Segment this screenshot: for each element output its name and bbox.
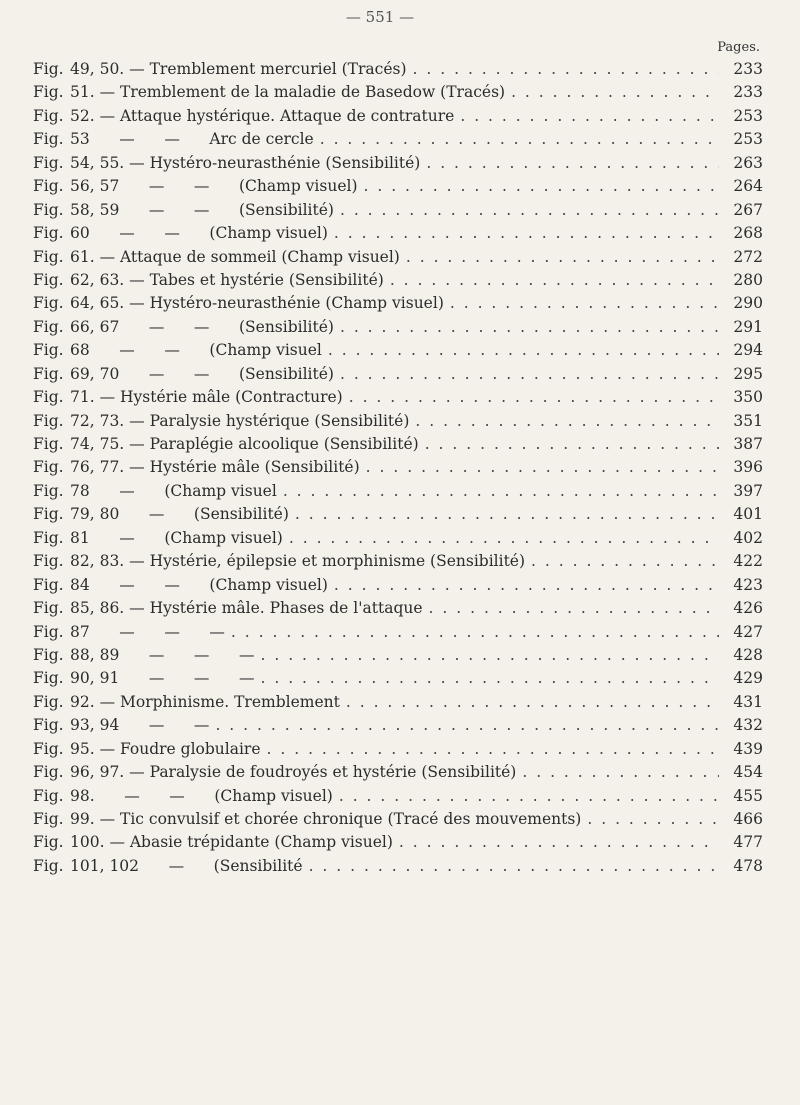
dot-leader [346,691,719,714]
toc-entry [33,527,763,550]
toc-entry [33,855,763,878]
page-reference: 351 [733,411,763,430]
entry-title: 79, 80 — (Sensibilité) [70,505,289,524]
entry-title: 64, 65. — Hystéro-neurasthénie (Champ visuel) [70,294,444,313]
fig-label: Fig. [33,599,64,618]
page-reference: 233 [733,83,763,102]
toc-entry [33,667,763,690]
toc-entry [33,363,763,386]
page-reference: 431 [733,692,763,711]
fig-label: Fig. [33,575,64,594]
dot-leader [309,855,719,878]
fig-label: Fig. [33,247,64,266]
toc-entry [33,574,763,597]
toc-entry [33,761,763,784]
fig-label: Fig. [33,552,64,571]
dot-leader [364,175,720,198]
dot-leader [349,386,719,409]
fig-label: Fig. [33,317,64,336]
fig-label: Fig. [33,481,64,500]
page-reference: 263 [733,153,763,172]
toc-entry [33,691,763,714]
toc-entry [33,222,763,245]
dot-leader [283,480,719,503]
page-reference: 268 [733,224,763,243]
page-reference: 280 [733,270,763,289]
page-reference: 396 [733,458,763,477]
entry-title: 96, 97. — Paralysie de foudroyés et hystérie (Sensibilité) [70,763,517,782]
page-reference: 455 [733,786,763,805]
dot-leader [261,644,720,667]
toc-entry [33,480,763,503]
fig-label: Fig. [33,833,64,852]
page-reference: 423 [733,575,763,594]
fig-label: Fig. [33,669,64,688]
dot-leader [267,738,719,761]
page-reference: 422 [733,552,763,571]
entry-title: 74, 75. — Paraplégie alcoolique (Sensibilité) [70,435,419,453]
dot-leader [399,831,719,854]
toc-entry [33,246,763,269]
dot-leader [261,667,720,690]
entry-title: 99. — Tic convulsif et chorée chronique (Tracé des mouvements) [70,810,582,828]
entry-title: 53 — — Arc de cercle [70,130,314,149]
entry-title: 68 — — (Champ visuel [70,341,322,360]
dot-leader [429,597,719,620]
page-reference: 264 [733,177,763,196]
fig-label: Fig. [33,106,64,125]
dot-leader [406,246,719,269]
toc-entry [33,503,763,526]
page-reference: 294 [733,341,763,360]
entry-title: 101, 102 — (Sensibilité [70,856,303,875]
fig-label: Fig. [33,177,64,196]
entry-title: 92. — Morphinisme. Tremblement [70,692,340,711]
page-reference: 295 [733,364,763,383]
toc-entry [33,339,763,362]
page-reference: 477 [733,833,763,852]
fig-label: Fig. [33,200,64,219]
fig-label: Fig. [33,739,64,758]
toc-entry [33,456,763,479]
fig-label: Fig. [33,810,64,828]
dot-leader [366,456,719,479]
page-reference: 290 [733,294,763,313]
dot-leader [460,105,719,128]
entry-title: 78 — (Champ visuel [70,481,277,500]
toc-entry [33,58,763,81]
fig-label: Fig. [33,505,64,524]
page-reference: 387 [733,435,763,453]
page-reference: 291 [733,317,763,336]
entry-title: 54, 55. — Hystéro-neurasthénie (Sensibilité) [70,153,421,172]
entry-title: 72, 73. — Paralysie hystérique (Sensibilité) [70,411,410,430]
entry-title: 100. — Abasie trépidante (Champ visuel) [70,833,393,852]
page-reference: 428 [733,645,763,664]
entry-title: 62, 63. — Tabes et hystérie (Sensibilité) [70,270,384,289]
page-reference: 478 [733,856,763,875]
toc-entry [33,199,763,222]
fig-label: Fig. [33,294,64,313]
entry-title: 93, 94 — — [70,716,210,735]
toc-entry [33,644,763,667]
fig-label: Fig. [33,364,64,383]
entry-title: 66, 67 — — (Sensibilité) [70,317,334,336]
dot-leader [450,292,719,315]
fig-label: Fig. [33,786,64,805]
fig-label: Fig. [33,83,64,102]
entry-title: 98. — — (Champ visuel) [70,786,333,805]
entry-title: 51. — Tremblement de la maladie de Basedow (Tracés) [70,83,506,102]
dot-leader [339,785,719,808]
toc-entry [33,433,763,456]
entry-title: 87 — — — [70,622,225,641]
entry-title: 90, 91 — — — [70,669,255,688]
entry-title: 76, 77. — Hystérie mâle (Sensibilité) [70,458,360,477]
fig-label: Fig. [33,270,64,289]
page-reference: 397 [733,481,763,500]
toc-entry [33,738,763,761]
page-reference: 454 [733,763,763,782]
fig-label: Fig. [33,528,64,547]
dot-leader [587,808,719,831]
toc-entry [33,785,763,808]
toc-entry [33,269,763,292]
dot-leader [231,621,719,644]
toc-entry [33,597,763,620]
fig-label: Fig. [33,153,64,172]
entry-title: 60 — — (Champ visuel) [70,224,328,243]
pages-column-header: Pages. [717,40,760,55]
toc-entry [33,808,763,831]
page-reference: 402 [733,528,763,547]
toc-entry [33,621,763,644]
toc-entry [33,410,763,433]
fig-label: Fig. [33,388,64,407]
page-number: — 551 — [345,8,415,26]
fig-label: Fig. [33,411,64,430]
fig-label: Fig. [33,458,64,477]
entry-title: 56, 57 — — (Champ visuel) [70,177,358,196]
entry-title: 81 — (Champ visuel) [70,528,283,547]
page-reference: 401 [733,505,763,524]
toc-entry [33,292,763,315]
dot-leader [334,574,719,597]
dot-leader [531,550,719,573]
page-reference: 427 [733,622,763,641]
dot-leader [522,761,719,784]
fig-label: Fig. [33,716,64,735]
toc-entry [33,714,763,737]
toc-entry [33,831,763,854]
page-reference: 233 [733,60,763,78]
entry-title: 71. — Hystérie mâle (Contracture) [70,388,343,407]
page-reference: 466 [733,810,763,828]
page-reference: 253 [733,130,763,149]
toc-entry [33,105,763,128]
dot-leader [340,316,719,339]
dot-leader [295,503,719,526]
dot-leader [426,152,719,175]
fig-label: Fig. [33,622,64,641]
entry-title: 58, 59 — — (Sensibilité) [70,200,334,219]
page-reference: 429 [733,669,763,688]
dot-leader [328,339,719,362]
dot-leader [425,433,719,456]
page-reference: 439 [733,739,763,758]
toc-entry [33,386,763,409]
toc-entry [33,550,763,573]
toc-entry [33,316,763,339]
toc-entry [33,128,763,151]
toc-entry [33,175,763,198]
entry-title: 61. — Attaque de sommeil (Champ visuel) [70,247,400,266]
entry-title: 85, 86. — Hystérie mâle. Phases de l'attaque [70,599,423,618]
dot-leader [289,527,719,550]
fig-label: Fig. [33,435,64,453]
fig-label: Fig. [33,130,64,149]
dot-leader [334,222,719,245]
entry-title: 95. — Foudre globulaire [70,739,261,758]
page-reference: 432 [733,716,763,735]
dot-leader [415,410,719,433]
entry-title: 82, 83. — Hystérie, épilepsie et morphinisme (Sensibilité) [70,552,526,571]
toc-entry [33,152,763,175]
dot-leader [340,199,719,222]
dot-leader [340,363,719,386]
entry-title: 49, 50. — Tremblement mercuriel (Tracés) [70,60,407,78]
dot-leader [511,81,719,104]
page-reference: 253 [733,106,763,125]
figure-index-list [33,58,763,878]
toc-entry [33,81,763,104]
dot-leader [390,269,719,292]
entry-title: 84 — — (Champ visuel) [70,575,328,594]
fig-label: Fig. [33,856,64,875]
entry-title: 88, 89 — — — [70,645,255,664]
dot-leader [215,714,719,737]
fig-label: Fig. [33,692,64,711]
fig-label: Fig. [33,224,64,243]
fig-label: Fig. [33,645,64,664]
page-reference: 272 [733,247,763,266]
fig-label: Fig. [33,60,64,78]
page-reference: 426 [733,599,763,618]
fig-label: Fig. [33,763,64,782]
page-reference: 267 [733,200,763,219]
entry-title: 69, 70 — — (Sensibilité) [70,364,334,383]
entry-title: 52. — Attaque hystérique. Attaque de contrature [70,106,455,125]
dot-leader [413,58,719,81]
fig-label: Fig. [33,341,64,360]
dot-leader [320,128,719,151]
page-reference: 350 [733,388,763,407]
